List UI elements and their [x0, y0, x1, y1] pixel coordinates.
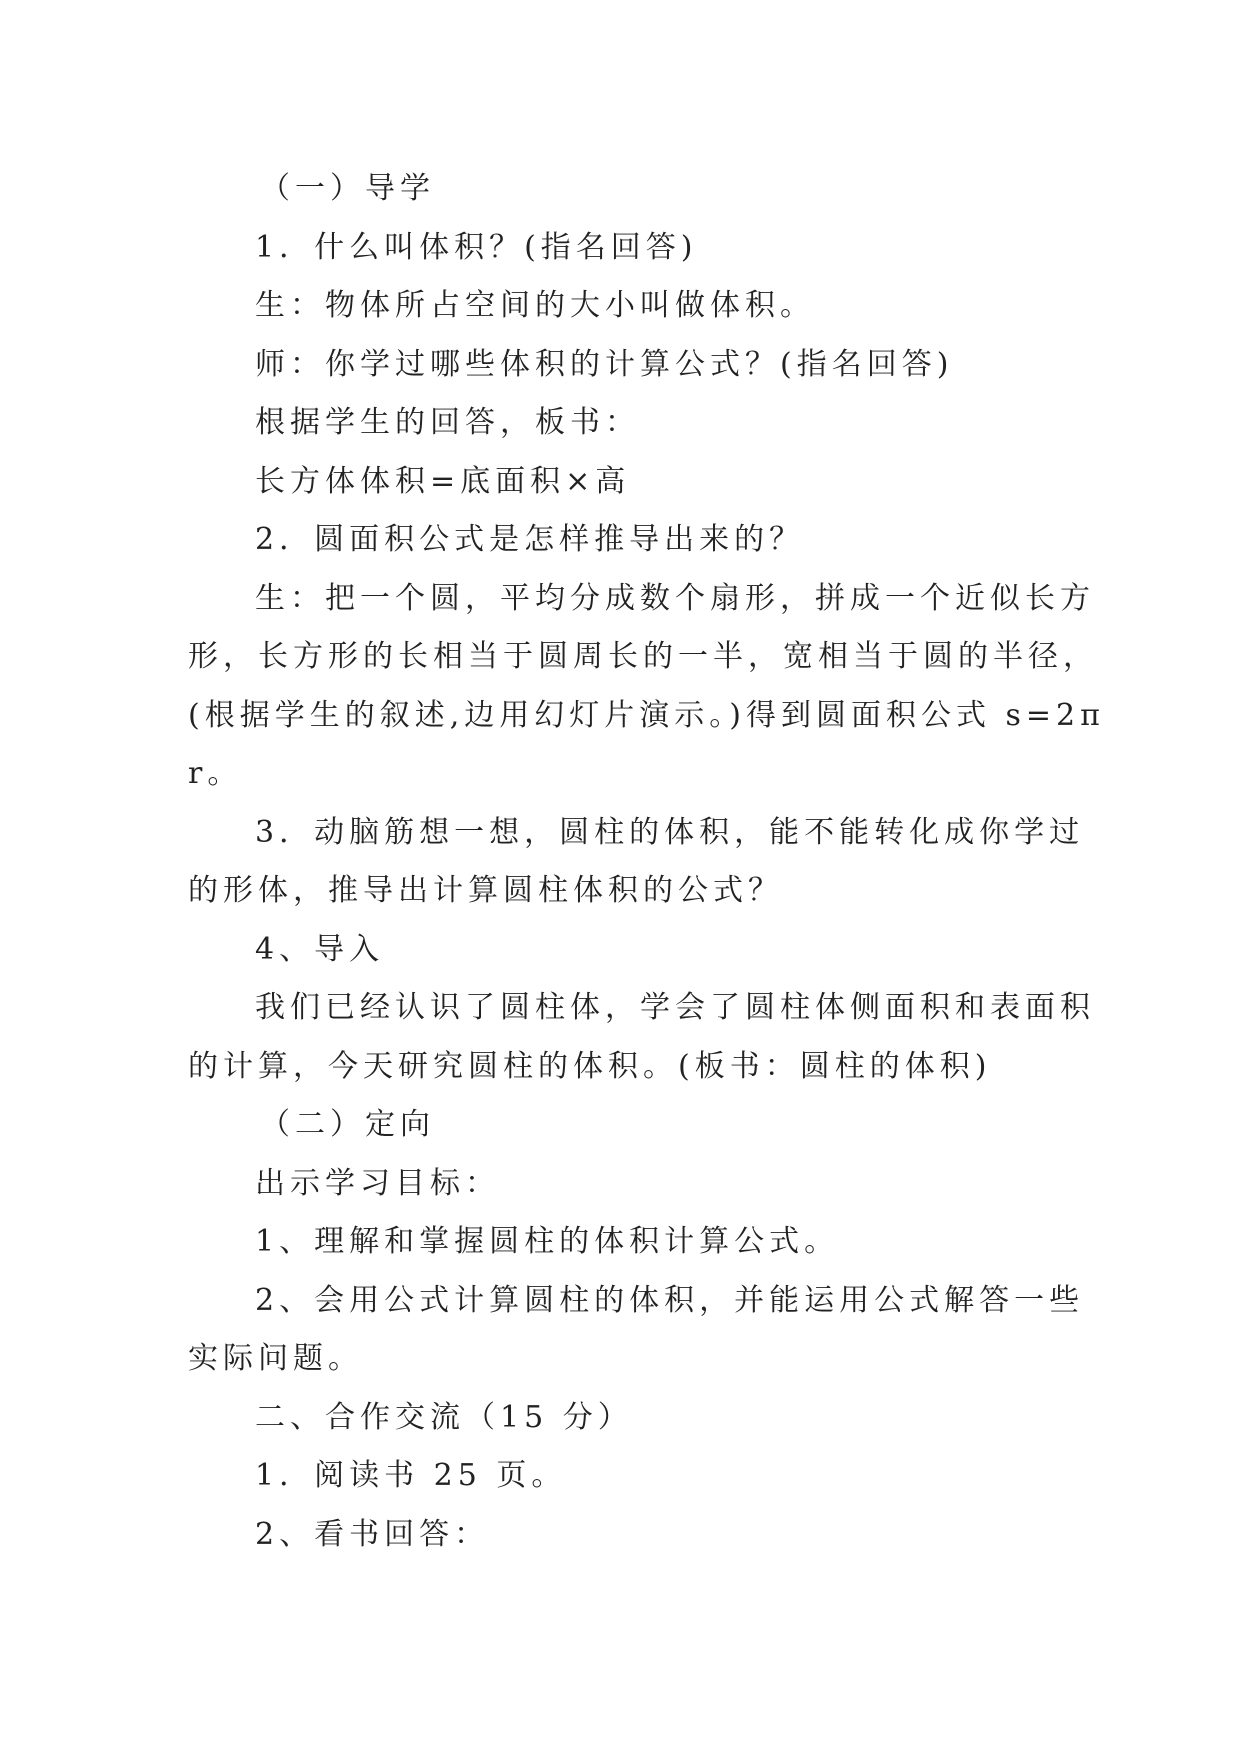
- paragraph-line: 师：你学过哪些体积的计算公式？(指名回答): [255, 346, 954, 382]
- paragraph-line: 4、导入: [255, 931, 385, 967]
- section-heading-orientation: （二）定向: [260, 1107, 435, 1142]
- paragraph-line: 生：把一个圆，平均分成数个扇形，拼成一个近似长方: [255, 580, 1095, 616]
- paragraph-line: 2．圆面积公式是怎样推导出来的？: [255, 522, 805, 557]
- paragraph-line: 1．阅读书 25 页。: [255, 1458, 567, 1493]
- paragraph-line: 生：物体所占空间的大小叫做体积。: [255, 288, 815, 323]
- document-body: [188, 160, 1105, 1564]
- paragraph-line: 的形体，推导出计算圆柱体积的公式？: [188, 873, 783, 908]
- paragraph-line: 3．动脑筋想一想，圆柱的体积，能不能转化成你学过: [255, 814, 1085, 850]
- paragraph-line: 出示学习目标：: [255, 1165, 500, 1201]
- formula-line: 长方体体积=底面积×高: [255, 463, 631, 499]
- paragraph-line: 的计算，今天研究圆柱的体积。(板书：圆柱的体积): [188, 1048, 992, 1084]
- paragraph-line: r。: [188, 756, 243, 791]
- paragraph-line: 2、会用公式计算圆柱的体积，并能运用公式解答一些: [255, 1282, 1085, 1318]
- paragraph-line: 1．什么叫体积？(指名回答): [255, 229, 698, 265]
- paragraph-line: 根据学生的回答，板书：: [255, 405, 640, 440]
- paragraph-line: (根据学生的叙述,边用幻灯片演示。)得到圆面积公式 s=2π: [188, 697, 1105, 733]
- section-heading-guide: （一）导学: [260, 171, 435, 206]
- section-heading-cooperation: 二、合作交流（15 分）: [255, 1399, 633, 1435]
- paragraph-line: 1、理解和掌握圆柱的体积计算公式。: [255, 1224, 840, 1259]
- paragraph-line: 实际问题。: [188, 1341, 363, 1376]
- paragraph-line: 形，长方形的长相当于圆周长的一半，宽相当于圆的半径，: [188, 639, 1098, 674]
- paragraph-line: 我们已经认识了圆柱体，学会了圆柱体侧面积和表面积: [255, 990, 1095, 1025]
- paragraph-line: 2、看书回答：: [255, 1516, 490, 1552]
